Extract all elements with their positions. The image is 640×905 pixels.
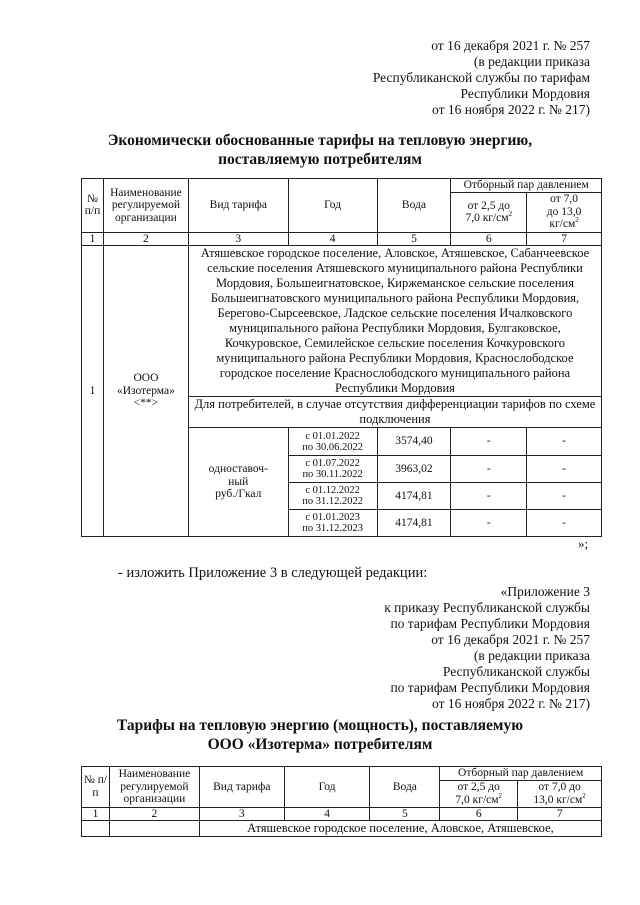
header-steam-low: от 2,5 до 7,0 $кг/см^2$	[451, 192, 527, 232]
header-water: Вода	[377, 179, 451, 233]
header-line: от 16 декабря 2021 г. № 257	[431, 632, 590, 647]
header-num: № п/п	[82, 179, 104, 233]
period-cell: с 01.01.2022 по 30.06.2022	[288, 428, 377, 456]
steam-low-value: -	[451, 456, 527, 483]
steam-low-value: -	[451, 428, 527, 456]
period-cell: с 01.01.2023 по 31.12.2023	[288, 510, 377, 537]
header-water: Вода	[370, 767, 440, 808]
steam-high-value: -	[527, 483, 602, 510]
header-line: от 16 декабря 2021 г. № 257	[431, 38, 590, 53]
instruction-text: - изложить Приложение 3 в следующей редакции:	[118, 565, 428, 581]
water-value: 4174,81	[377, 510, 451, 537]
water-value: 3963,02	[377, 456, 451, 483]
table2-title: Тарифы на тепловую энергию (мощность), поставляемую ООО «Изотерма» потребителям	[116, 717, 524, 753]
water-value: 3574,40	[377, 428, 451, 456]
tariff-table-2	[81, 766, 602, 837]
water-value: 4174,81	[377, 483, 451, 510]
row-org: ООО «Изотерма» <**>	[103, 246, 188, 537]
header-year: Год	[284, 767, 370, 808]
header-steam: Отборный пар давлением	[451, 179, 602, 193]
tariff-table-1	[81, 178, 602, 537]
tariff-type-cell: одноставоч- ный руб./Гкал	[188, 428, 288, 537]
column-number-row: 1 2 3 4 5 6 7	[82, 232, 602, 246]
header-line: от 16 ноября 2022 г. № 217)	[432, 696, 590, 711]
header-org: Наименование регулируемой организации	[103, 179, 188, 233]
steam-high-value: -	[527, 510, 602, 537]
header-line: Республиканской службы	[442, 664, 590, 679]
appendix-header	[384, 584, 590, 712]
header-line: (в редакции приказа	[473, 54, 590, 69]
header-org: Наименование регулируемой организации	[109, 767, 199, 808]
header-line: Республики Мордовия	[460, 86, 590, 101]
period-cell: с 01.12.2022 по 31.12.2022	[288, 483, 377, 510]
steam-low-value: -	[451, 483, 527, 510]
header-line: Республиканской службы по тарифам	[372, 70, 590, 85]
closing-quote: »;	[578, 536, 589, 551]
table1-title: Экономически обоснованные тарифы на тепловую энергию, поставляемую потребителям	[107, 132, 533, 168]
header-steam: Отборный пар давлением	[440, 767, 602, 781]
table-row	[82, 246, 602, 397]
territory-cell: Атяшевское городское поселение, Аловское, Атяшевское,	[199, 821, 601, 837]
header-steam-low: от 2,5 до 7,0 $кг/см^2$	[440, 780, 518, 807]
period-cell: с 01.07.2022 по 30.11.2022	[288, 456, 377, 483]
header-line: «Приложение 3	[500, 584, 590, 599]
row-num: 1	[82, 246, 104, 537]
header-line: по тарифам Республики Мордовия	[390, 680, 590, 695]
table-row	[82, 821, 602, 837]
header-tariff-type: Вид тарифа	[199, 767, 284, 808]
header-line: от 16 ноября 2022 г. № 217)	[432, 102, 590, 117]
consumers-cell: Для потребителей, в случае отсутствия дифференциации тарифов по схеме подключения	[188, 397, 601, 428]
steam-high-value: -	[527, 428, 602, 456]
header-tariff-type: Вид тарифа	[188, 179, 288, 233]
header-num: № п/п	[82, 767, 110, 808]
steam-high-value: -	[527, 456, 602, 483]
header-steam-high: от 7,0 до 13,0 $кг/см^2$	[518, 780, 602, 807]
header-line: по тарифам Республики Мордовия	[390, 616, 590, 631]
header-steam-high: от 7,0 до 13,0 $кг/см^2$	[527, 192, 602, 232]
header-line: к приказу Республиканской службы	[384, 600, 590, 615]
header-line: (в редакции приказа	[473, 648, 590, 663]
column-number-row: 1 2 3 4 5 6 7	[82, 807, 602, 821]
order-reference-header	[373, 38, 590, 118]
header-year: Год	[288, 179, 377, 233]
territory-cell: Атяшевское городское поселение, Аловское, Атяшевское, Сабанчеевское сельские поселения Атяшевского муниципального района Республики Мордовия, Большеигнатовское, Киржеманское сельские поселения Большеигнатовского муниципального района Республики Мордовия, Берегово-Сырсеевское, Ладское сельские поселения Ичалковского муниципального района Республики Мордовия, Булгаковское, Кочкуровское, Семилейское сельские поселения Кочкуровского муниципального района Республики Мордовия, Краснослободское городское поселение Краснослободского муниципального района Республики Мордовия	[188, 246, 601, 397]
steam-low-value: -	[451, 510, 527, 537]
